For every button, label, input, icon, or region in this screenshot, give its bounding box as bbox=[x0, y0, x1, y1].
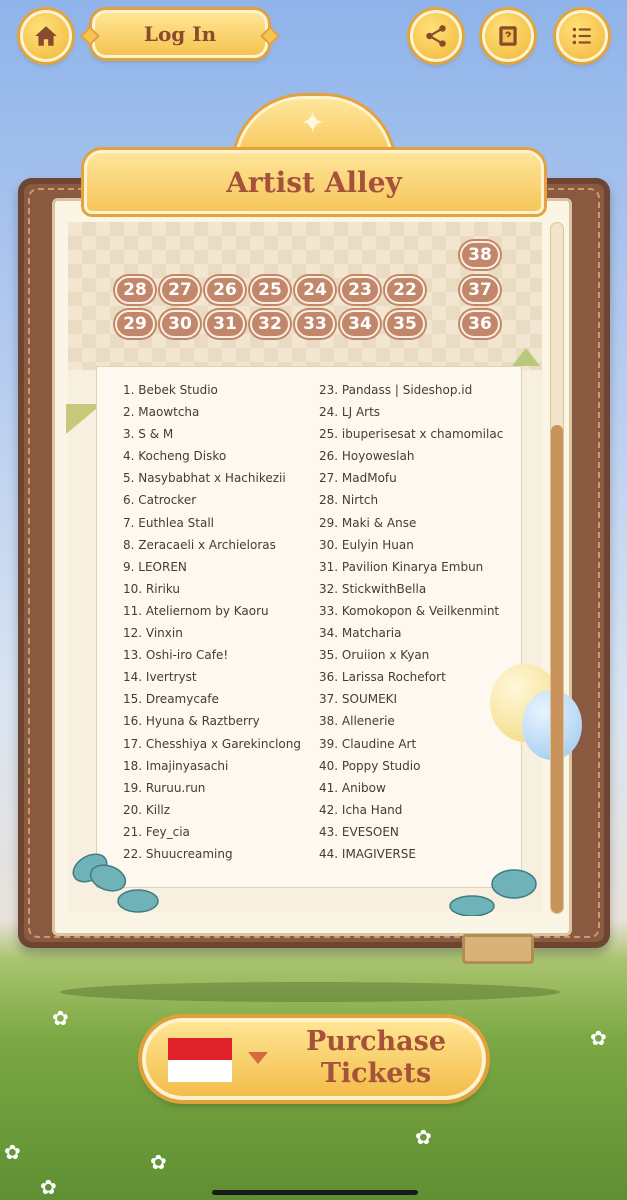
list-item[interactable]: 16. Hyuna & Raztberry bbox=[123, 714, 260, 729]
flower-icon: ✿ bbox=[4, 1140, 21, 1164]
list-item[interactable]: 27. MadMofu bbox=[319, 471, 397, 486]
list-item[interactable]: 18. Imajinyasachi bbox=[123, 758, 229, 773]
booth-32[interactable]: 32 bbox=[250, 310, 290, 338]
list-item[interactable]: 13. Oshi-iro Cafe! bbox=[123, 648, 229, 663]
chevron-down-icon[interactable] bbox=[248, 1052, 268, 1066]
flower-icon: ✿ bbox=[40, 1175, 57, 1199]
page-title bbox=[84, 150, 544, 214]
list-item[interactable]: 43. EVESOEN bbox=[319, 824, 399, 839]
booth-24[interactable]: 24 bbox=[295, 276, 335, 304]
list-item[interactable]: 2. Maowtcha bbox=[123, 405, 200, 420]
booth-33[interactable]: 33 bbox=[295, 310, 335, 338]
list-item[interactable]: 3. S & M bbox=[123, 427, 174, 442]
booth-25[interactable]: 25 bbox=[250, 276, 290, 304]
home-icon bbox=[33, 23, 59, 49]
booth-28[interactable]: 28 bbox=[115, 276, 155, 304]
booth-27[interactable]: 27 bbox=[160, 276, 200, 304]
booth-38[interactable]: 38 bbox=[460, 241, 500, 269]
booth-36[interactable]: 36 bbox=[460, 310, 500, 338]
list-item[interactable]: 35. Oruiion x Kyan bbox=[319, 648, 430, 663]
list-item[interactable]: 30. Eulyin Huan bbox=[319, 537, 414, 552]
list-item[interactable]: 5. Nasybabhat x Hachikezii bbox=[123, 471, 286, 486]
list-item[interactable]: 4. Kocheng Disko bbox=[123, 449, 227, 464]
share-button[interactable] bbox=[410, 10, 462, 62]
list-item[interactable]: 32. StickwithBella bbox=[319, 581, 427, 596]
page-title-text: Artist Alley bbox=[226, 165, 402, 199]
list-item[interactable]: 28. Nirtch bbox=[319, 493, 379, 508]
list-item[interactable]: 24. LJ Arts bbox=[319, 405, 381, 420]
blue-flower-decoration bbox=[68, 846, 168, 916]
home-button[interactable] bbox=[20, 10, 72, 62]
list-item[interactable]: 7. Euthlea Stall bbox=[123, 515, 214, 530]
list-item[interactable]: 34. Matcharia bbox=[319, 626, 402, 641]
list-item[interactable]: 1. Bebek Studio bbox=[123, 383, 218, 397]
flower-icon: ✿ bbox=[150, 1150, 167, 1174]
book-clasp bbox=[462, 934, 534, 964]
list-item[interactable]: 39. Claudine Art bbox=[319, 736, 417, 751]
purchase-label-line2: Tickets bbox=[320, 1058, 432, 1089]
list-item[interactable]: 37. SOUMEKI bbox=[319, 692, 398, 707]
list-item[interactable]: 26. Hoyoweslah bbox=[319, 449, 415, 464]
flower-icon: ✿ bbox=[590, 1026, 607, 1050]
list-item[interactable]: 23. Pandass | Sideshop.id bbox=[319, 383, 473, 397]
flower-icon: ✿ bbox=[52, 1006, 69, 1030]
login-label: Log In bbox=[143, 22, 217, 46]
list-item[interactable]: 19. Ruruu.run bbox=[123, 780, 206, 795]
list-item[interactable]: 33. Komokopon & Veilkenmint bbox=[319, 603, 500, 618]
list-item[interactable]: 12. Vinxin bbox=[123, 626, 183, 641]
list-item[interactable]: 9. LEOREN bbox=[123, 559, 187, 574]
list-item[interactable]: 38. Allenerie bbox=[319, 714, 395, 729]
purchase-tickets-label bbox=[296, 1026, 456, 1090]
list-item[interactable]: 36. Larissa Rochefort bbox=[319, 670, 446, 685]
list-item[interactable]: 15. Dreamycafe bbox=[123, 692, 219, 707]
list-item[interactable]: 11. Ateliernom by Kaoru bbox=[123, 603, 269, 618]
guide-book-icon bbox=[495, 23, 521, 49]
artist-list-right bbox=[319, 379, 503, 865]
booth-26[interactable]: 26 bbox=[205, 276, 245, 304]
list-item[interactable]: 22. Shuucreaming bbox=[123, 846, 233, 861]
home-indicator[interactable] bbox=[212, 1190, 418, 1195]
guide-button[interactable] bbox=[482, 10, 534, 62]
artist-list-left bbox=[123, 379, 301, 865]
booth-30[interactable]: 30 bbox=[160, 310, 200, 338]
login-button[interactable] bbox=[92, 10, 268, 58]
booth-34[interactable]: 34 bbox=[340, 310, 380, 338]
booth-23[interactable]: 23 bbox=[340, 276, 380, 304]
booth-22[interactable]: 22 bbox=[385, 276, 425, 304]
list-item[interactable]: 41. Anibow bbox=[319, 780, 386, 795]
list-item[interactable]: 20. Killz bbox=[123, 802, 171, 817]
booth-35[interactable]: 35 bbox=[385, 310, 425, 338]
grass-shadow bbox=[60, 982, 560, 1002]
list-item[interactable]: 40. Poppy Studio bbox=[319, 758, 421, 773]
list-item[interactable]: 6. Catrocker bbox=[123, 493, 197, 508]
scrollbar-thumb[interactable] bbox=[551, 425, 563, 913]
menu-button[interactable] bbox=[556, 10, 608, 62]
booth-31[interactable]: 31 bbox=[205, 310, 245, 338]
list-item[interactable]: 10. Ririku bbox=[123, 581, 181, 596]
list-item[interactable]: 21. Fey_cia bbox=[123, 824, 190, 839]
list-item[interactable]: 25. ibuperisesat x chamomilac bbox=[319, 427, 504, 442]
list-item[interactable]: 17. Chesshiya x Garekinclong bbox=[123, 736, 301, 751]
list-item[interactable]: 8. Zeracaeli x Archieloras bbox=[123, 537, 276, 552]
list-item[interactable]: 29. Maki & Anse bbox=[319, 515, 417, 530]
blue-flower-decoration bbox=[444, 862, 542, 916]
list-item[interactable]: 44. IMAGIVERSE bbox=[319, 846, 416, 861]
purchase-label-line1: Purchase bbox=[305, 1026, 447, 1057]
menu-list-icon bbox=[569, 23, 595, 49]
indonesia-flag-icon[interactable] bbox=[168, 1038, 232, 1082]
pennant-decoration bbox=[512, 348, 540, 368]
flower-icon: ✿ bbox=[415, 1125, 432, 1149]
list-item[interactable]: 14. Ivertryst bbox=[123, 670, 197, 685]
list-item[interactable]: 42. Icha Hand bbox=[319, 802, 403, 817]
artist-list[interactable] bbox=[96, 366, 522, 888]
list-item[interactable]: 31. Pavilion Kinarya Embun bbox=[319, 559, 484, 574]
share-icon bbox=[423, 23, 449, 49]
booth-37[interactable]: 37 bbox=[460, 276, 500, 304]
booth-29[interactable]: 29 bbox=[115, 310, 155, 338]
star-icon: ✦ bbox=[300, 106, 326, 141]
